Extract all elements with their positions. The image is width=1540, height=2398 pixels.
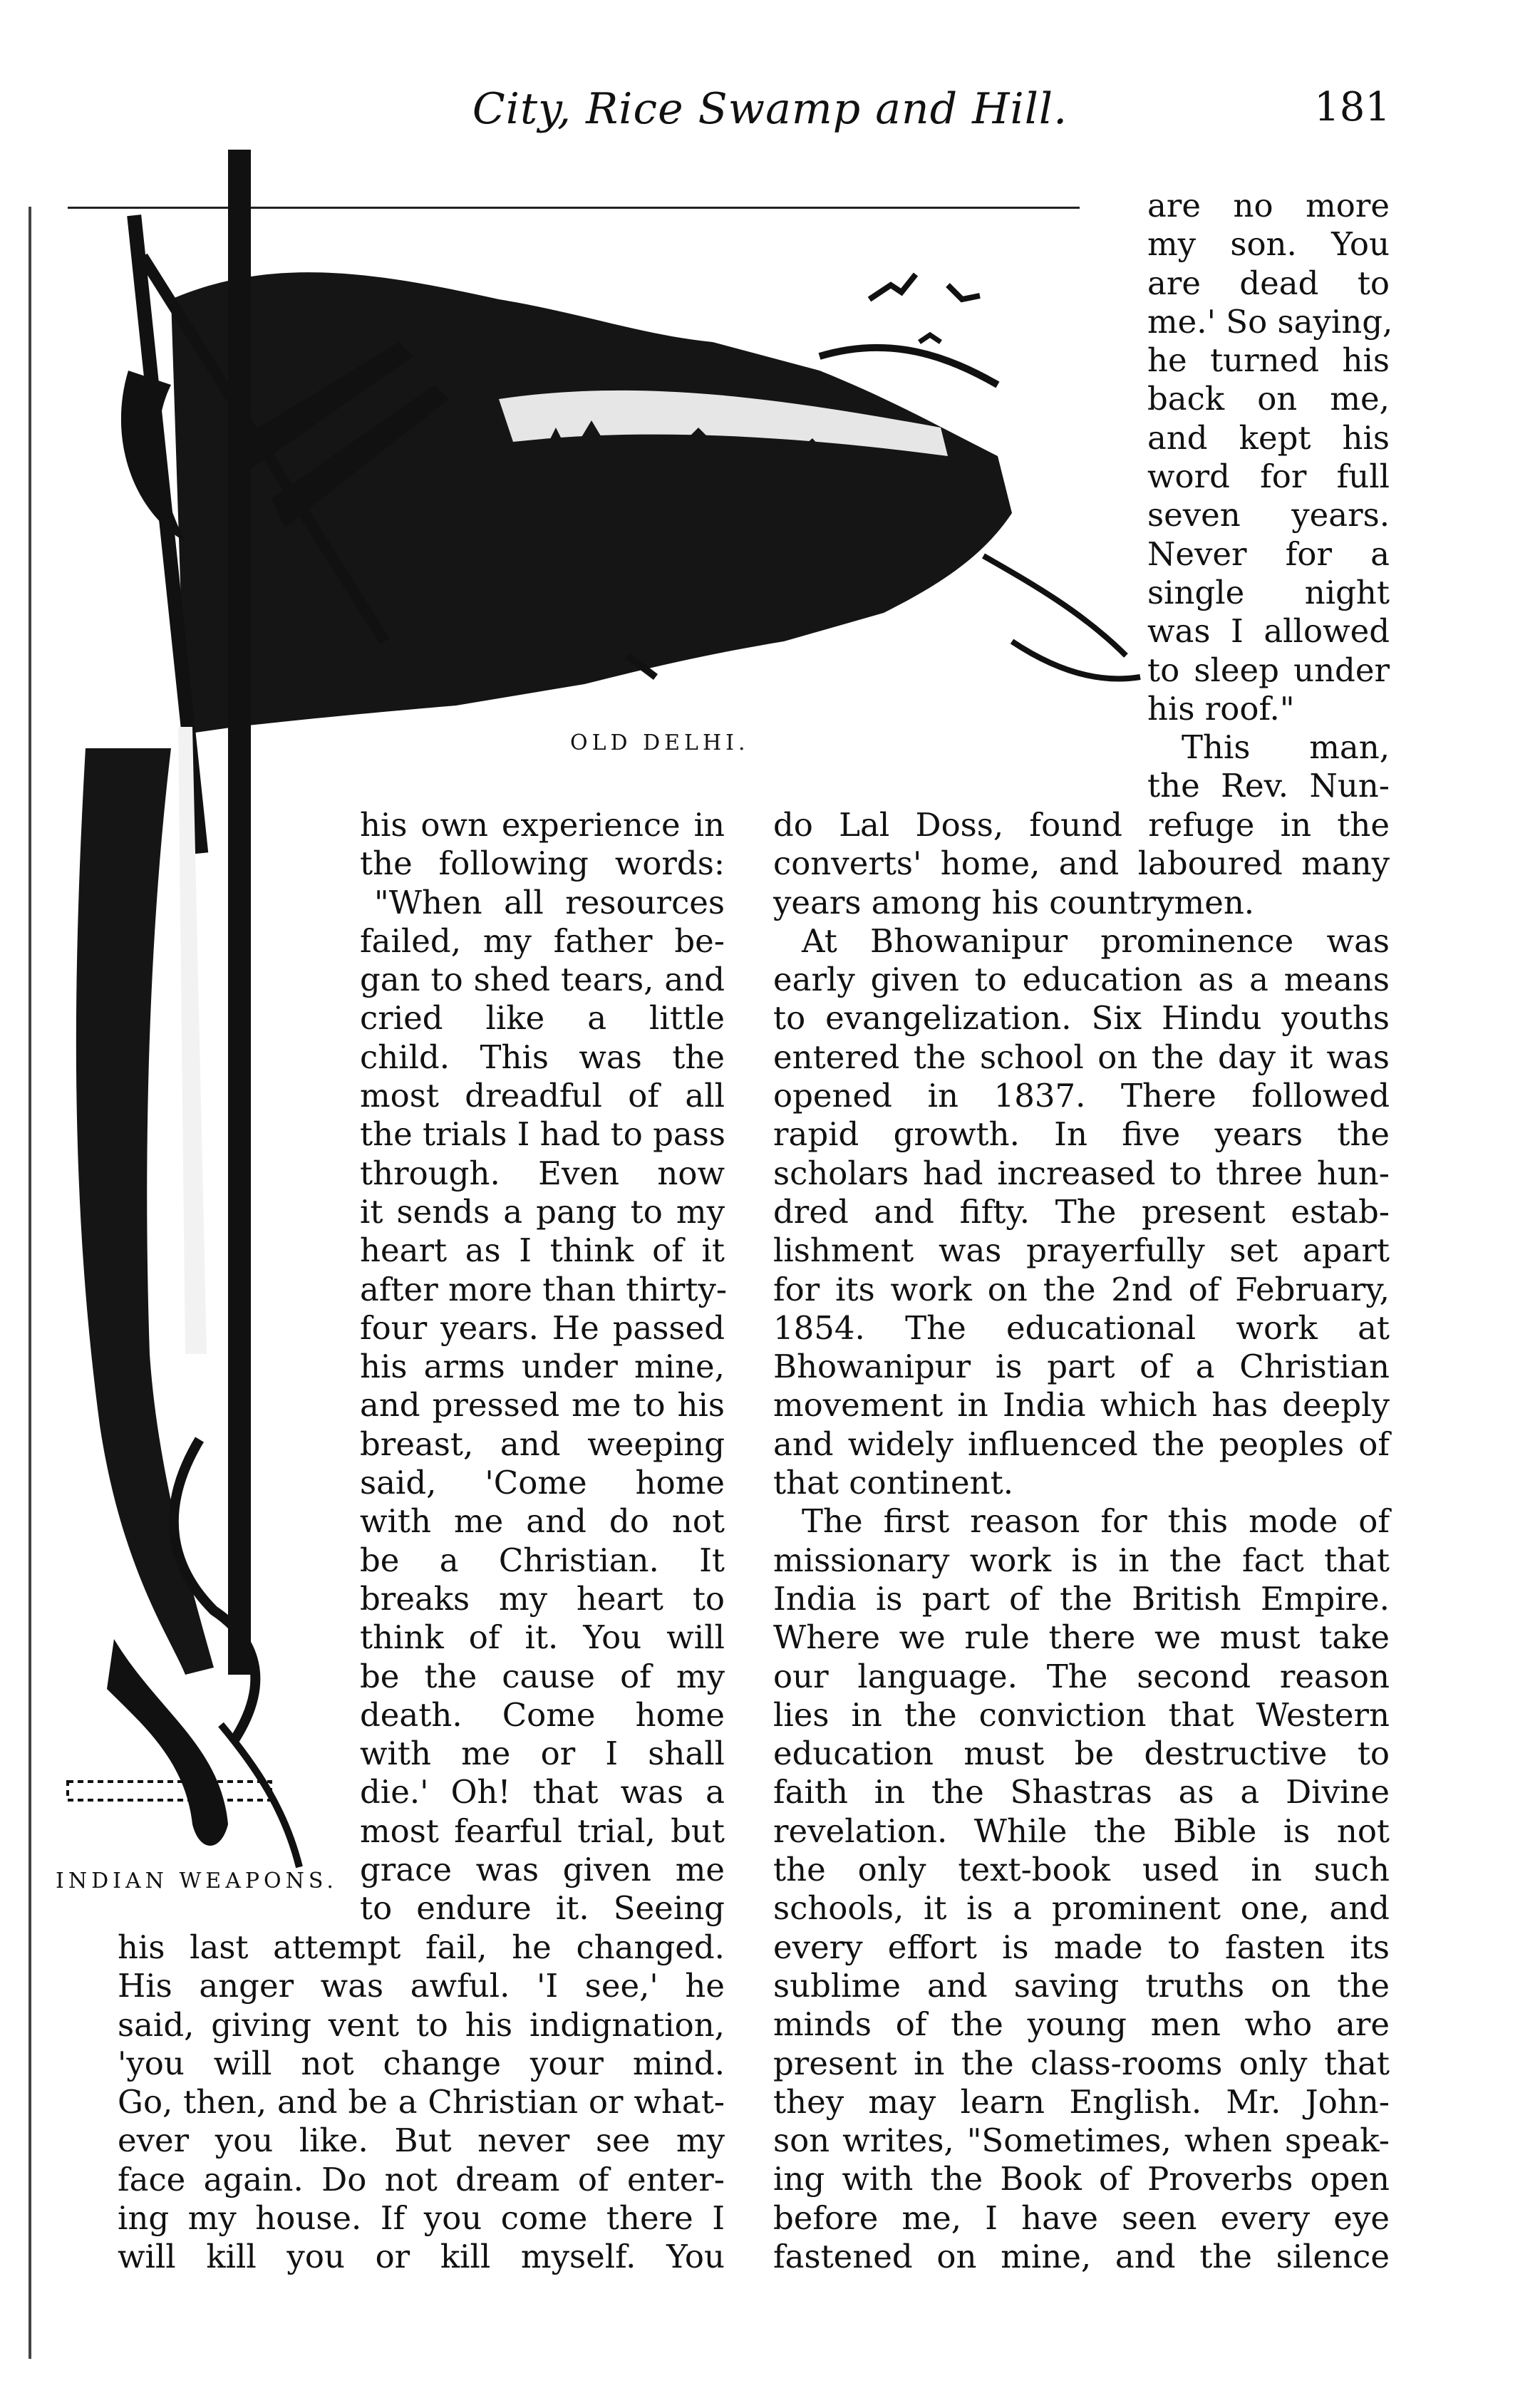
text-line: he turned his <box>1147 341 1390 380</box>
old-delhi-illustration <box>171 272 1140 734</box>
text-line: with me and do not <box>360 1502 725 1541</box>
text-line: breaks my heart to <box>360 1579 725 1618</box>
text-line: Go, then, and be a Christian or what- <box>118 2083 725 2121</box>
text-line: the Rev. Nun- <box>1147 767 1390 805</box>
text-block-right-main <box>773 806 1390 2276</box>
text-line: This man, <box>1182 728 1390 767</box>
text-line: fastened on mine, and the silence <box>773 2237 1390 2275</box>
text-line: lies in the conviction that Western <box>773 1695 1390 1734</box>
text-line: minds of the young men who are <box>773 2005 1390 2044</box>
text-line: the trials I had to pass <box>360 1115 725 1154</box>
text-line: do Lal Doss, found refuge in the <box>773 806 1390 844</box>
text-line: Never for a <box>1147 534 1390 573</box>
caption-old-delhi: OLD DELHI. <box>570 730 750 755</box>
text-line: ever you like. But never see my <box>118 2121 725 2160</box>
text-line: single night <box>1147 573 1390 611</box>
text-line: to endure it. Seeing <box>360 1889 725 1928</box>
text-line: his last attempt fail, he changed. <box>118 1928 725 1966</box>
text-line: education must be destructive to <box>773 1735 1390 1773</box>
text-line: think of it. You will <box>360 1618 725 1657</box>
page-number: 181 <box>1314 84 1390 130</box>
text-line: death. Come home <box>360 1695 725 1734</box>
text-line: the following words: <box>360 844 725 883</box>
text-line: for its work on the 2nd of February, <box>773 1270 1390 1308</box>
text-line: with me or I shall <box>360 1735 725 1773</box>
text-line: his own experience in <box>360 806 725 844</box>
text-line: will kill you or kill myself. You <box>118 2238 725 2276</box>
text-line: years among his countrymen. <box>773 883 1255 921</box>
text-line: India is part of the British Empire. <box>773 1579 1390 1618</box>
text-line: scholars had increased to three hun- <box>773 1154 1390 1192</box>
text-line: lishment was prayerfully set apart <box>773 1231 1390 1270</box>
text-line: said, giving vent to his indignation, <box>118 2005 725 2044</box>
text-line: four years. He passed <box>360 1308 725 1347</box>
text-line: back on me, <box>1147 380 1390 418</box>
text-line: seven years. <box>1147 496 1390 534</box>
text-line: to sleep under <box>1147 651 1390 689</box>
text-line: son writes, "Sometimes, when speak- <box>773 2121 1390 2160</box>
running-title: City, Rice Swamp and Hill. <box>472 84 1068 134</box>
text-line: and widely influenced the peoples of <box>773 1425 1390 1463</box>
text-line: failed, my father be- <box>360 921 725 960</box>
text-line: me.' So saying, <box>1147 302 1393 341</box>
text-line: the only text-book used in such <box>773 1851 1390 1889</box>
text-line: our language. The second reason <box>773 1657 1390 1695</box>
text-line: 1854. The educational work at <box>773 1308 1390 1347</box>
text-line: 'you will not change your mind. <box>118 2044 725 2082</box>
text-line: gan to shed tears, and <box>360 961 725 999</box>
text-line: early given to education as a means <box>773 961 1390 999</box>
text-line: "When all resources <box>374 883 725 921</box>
text-line: are dead to <box>1147 264 1390 302</box>
text-line: faith in the Shastras as a Divine <box>773 1773 1390 1812</box>
text-line: it sends a pang to my <box>360 1192 725 1231</box>
text-line: converts' home, and laboured many <box>773 844 1390 883</box>
text-block-right-top <box>1147 187 1393 806</box>
text-line: breast, and weeping <box>360 1425 725 1463</box>
text-line: through. Even now <box>360 1154 725 1192</box>
text-line: to evangelization. Six Hindu youths <box>773 999 1390 1038</box>
text-line: movement in India which has deeply <box>773 1386 1390 1425</box>
text-line: word for full <box>1147 458 1390 496</box>
text-line: most fearful trial, but <box>360 1812 725 1850</box>
text-block-left-narrow <box>360 806 728 1928</box>
text-line: they may learn English. Mr. John- <box>773 2082 1390 2121</box>
text-line: his roof." <box>1147 689 1295 728</box>
text-line: said, 'Come home <box>360 1464 725 1502</box>
text-line: most dreadful of all <box>360 1077 725 1115</box>
text-line: his arms under mine, <box>360 1348 725 1386</box>
text-line: At Bhowanipur prominence was <box>802 921 1390 960</box>
text-line: child. This was the <box>360 1038 725 1076</box>
text-line: missionary work is in the fact that <box>773 1541 1390 1579</box>
text-line: be a Christian. It <box>360 1541 725 1579</box>
text-line: before me, I have seen every eye <box>773 2198 1390 2237</box>
text-line: be the cause of my <box>360 1657 725 1695</box>
text-line: opened in 1837. There followed <box>773 1077 1390 1115</box>
text-line: that continent. <box>773 1464 1014 1502</box>
text-line: grace was given me <box>360 1851 725 1889</box>
text-line: ing with the Book of Proverbs open <box>773 2160 1390 2198</box>
text-line: heart as I think of it <box>360 1231 725 1270</box>
text-line: are no more <box>1147 187 1390 224</box>
text-line: Bhowanipur is part of a Christian <box>773 1348 1390 1386</box>
text-line: and kept his <box>1147 418 1390 457</box>
text-line: ing my house. If you come there I <box>118 2199 725 2238</box>
text-line: The first reason for this mode of <box>802 1502 1390 1541</box>
caption-indian-weapons: INDIAN WEAPONS. <box>56 1869 338 1893</box>
text-line: sublime and saving truths on the <box>773 1966 1390 2005</box>
text-line: every effort is made to fasten its <box>773 1928 1390 1966</box>
text-line: schools, it is a prominent one, and <box>773 1889 1390 1928</box>
text-line: face again. Do not dream of enter- <box>118 2160 725 2198</box>
text-line: present in the class-rooms only that <box>773 2044 1390 2082</box>
text-line: entered the school on the day it was <box>773 1038 1390 1076</box>
text-line: my son. You <box>1147 225 1390 264</box>
text-line: Where we rule there we must take <box>773 1618 1390 1657</box>
text-line: revelation. While the Bible is not <box>773 1812 1390 1850</box>
text-line: die.' Oh! that was a <box>360 1773 725 1812</box>
text-block-left-wide <box>118 1928 725 2277</box>
text-line: was I allowed <box>1147 612 1390 651</box>
text-line: His anger was awful. 'I see,' he <box>118 1967 725 2005</box>
text-line: and pressed me to his <box>360 1386 725 1425</box>
text-line: rapid growth. In five years the <box>773 1115 1390 1154</box>
text-line: cried like a little <box>360 999 725 1038</box>
text-line: after more than thirty- <box>360 1270 728 1308</box>
text-line: dred and fifty. The present estab- <box>773 1192 1390 1231</box>
